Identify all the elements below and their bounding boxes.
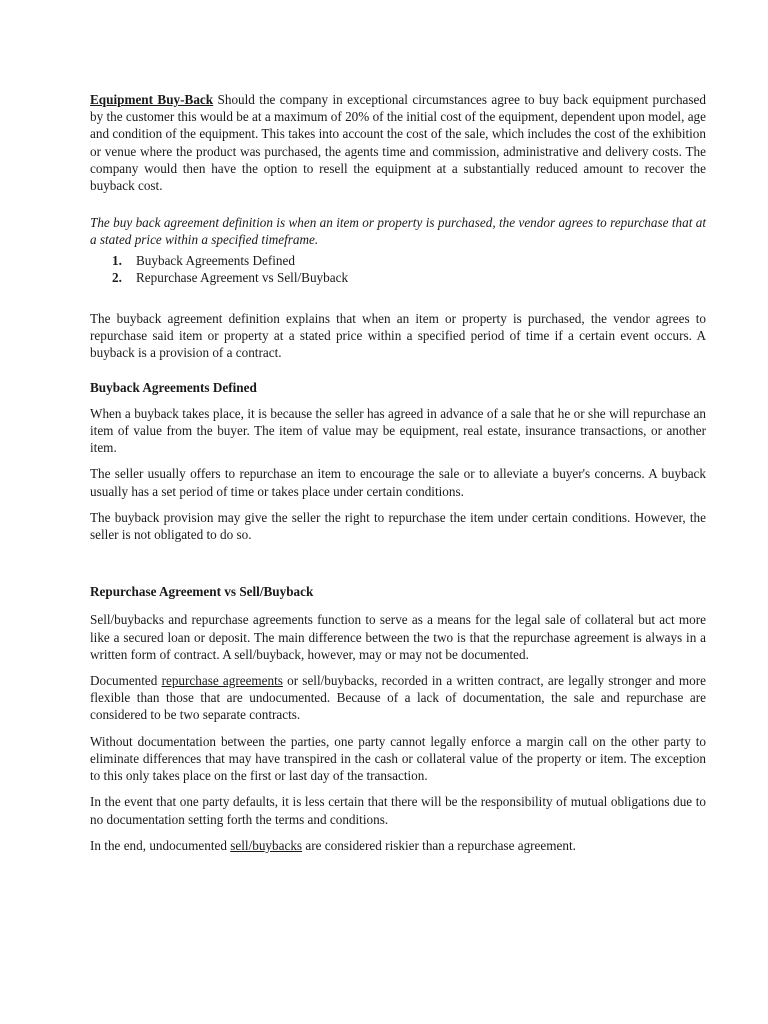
p2-after: or sell/buybacks, recorded in a written contract, are legally stronger and more flexible than those that are undocumented. Because of a lack of documentation, the sale and repurchase are considered to be two separate contracts. — [90, 673, 706, 723]
repurchase-agreements-link[interactable]: repurchase agreements — [161, 673, 283, 689]
section1-paragraph: When a buyback takes place, it is because the seller has agreed in advance of a sale that he or she will repurchase an item of value from the buyer. The item of value may be equipment, real estate, insurance transactions, or another item. — [90, 405, 706, 456]
p5-before: In the end, undocumented — [90, 837, 231, 853]
table-of-contents — [90, 252, 706, 286]
toc-item[interactable] — [90, 252, 706, 269]
p5-after: are considered riskier than a repurchase agreement. — [302, 837, 576, 853]
section2-paragraph — [90, 837, 706, 854]
definition-italic: The buy back agreement definition is when an item or property is purchased, the vendor agrees to repurchase that at a stated price within a specified timeframe. — [90, 215, 706, 248]
section-heading-buyback-defined: Buyback Agreements Defined — [90, 379, 257, 395]
p2-before: Documented — [90, 673, 162, 689]
toc-item[interactable] — [90, 269, 706, 286]
section-heading-repurchase-vs-sellbuyback: Repurchase Agreement vs Sell/Buyback — [90, 584, 314, 600]
toc-label: Repurchase Agreement vs Sell/Buyback — [136, 269, 349, 285]
section2-paragraph: Without documentation between the parties, one party cannot legally enforce a margin call on the other party to eliminate differences that may have transpired in the cash or collateral value of the property or item. The exception to this only takes place on the first or last day of the transaction. — [90, 733, 706, 784]
document-page — [90, 91, 706, 863]
toc-label: Buyback Agreements Defined — [136, 252, 295, 268]
section2-paragraph: In the event that one party defaults, it is less certain that there will be the responsibility of mutual obligations due to no documentation setting forth the terms and conditions. — [90, 794, 706, 827]
toc-number: 1. — [112, 252, 122, 268]
toc-number: 2. — [112, 269, 122, 285]
sell-buybacks-link[interactable]: sell/buybacks — [230, 837, 303, 853]
section2-paragraph: Sell/buybacks and repurchase agreements function to serve as a means for the legal sale of collateral but act more like a secured loan or deposit. The main difference between the two is that the repurchase agreement is always in a written form of contract. A sell/buyback, however, may or may not be documented. — [90, 612, 706, 662]
intro-text: Should the company in exceptional circumstances agree to buy back equipment purchased by the customer this would be at a maximum of 20% of the initial cost of the equipment, dependent upon model, age and condition of the equipment. This takes into account the cost of the sale, which includes the cost of the exhibition or venue where the product was purchased, the agents time and commission, administrative and delivery costs. The company would then have the option to resell the equipment at a substantially reduced amount to recover the buyback cost. — [90, 92, 706, 194]
intro-paragraph — [90, 91, 706, 194]
intro-title: Equipment Buy-Back — [90, 92, 214, 107]
section1-paragraph: The buyback provision may give the seller the right to repurchase the item under certain conditions. However, the seller is not obligated to do so. — [90, 509, 706, 543]
section1-paragraph: The seller usually offers to repurchase an item to encourage the sale or to alleviate a buyer's concerns. A buyback usually has a set period of time or takes place under certain conditions. — [90, 466, 706, 499]
definition-paragraph: The buyback agreement definition explains that when an item or property is purchased, the vendor agrees to repurchase said item or property at a stated price within a specified period of time if a certain event occurs. A buyback is a provision of a contract. — [90, 311, 706, 361]
section2-paragraph — [90, 672, 706, 724]
